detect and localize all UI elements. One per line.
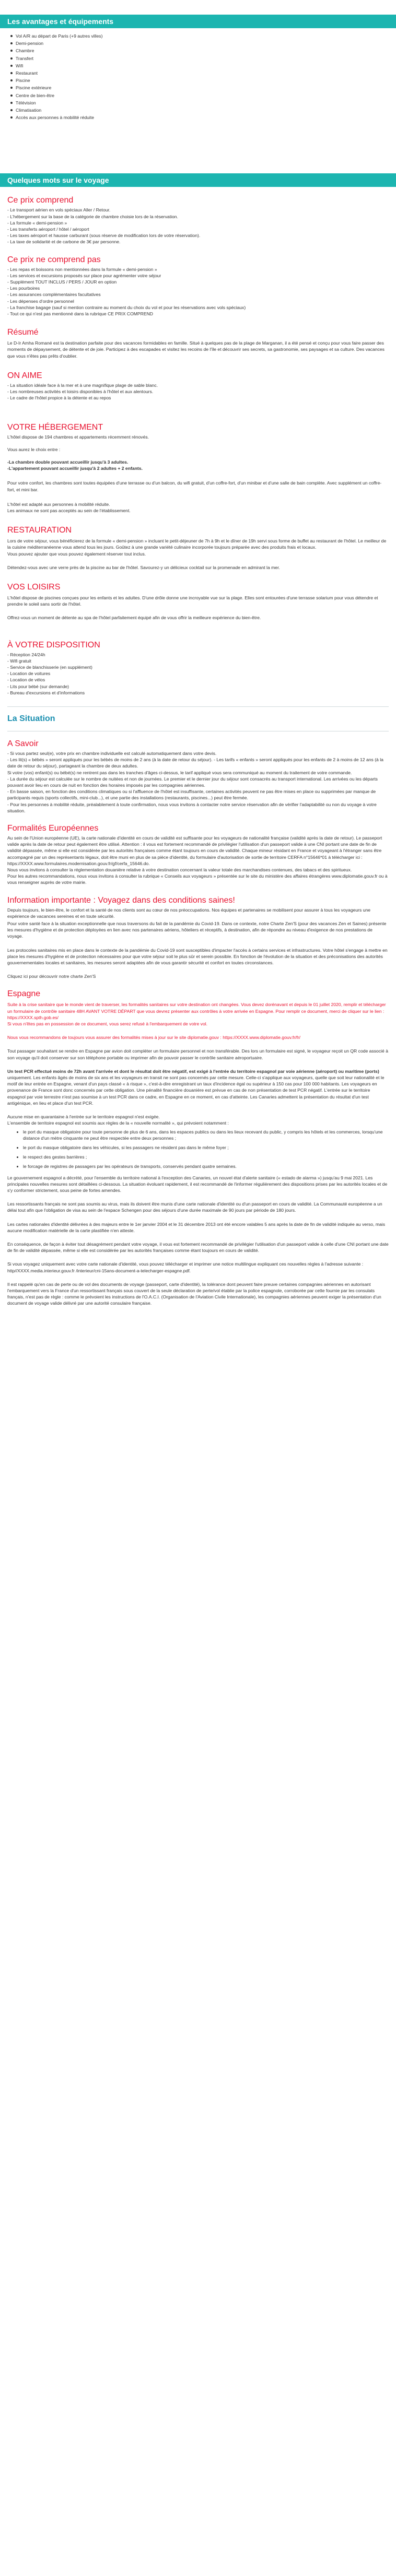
price-excluded-heading: Ce prix ne comprend pas <box>7 255 101 264</box>
hebergement-heading: VOTRE HÉBERGEMENT <box>7 422 103 432</box>
espagne-paragraph-7: Les cartes nationales d'identité délivrées à des majeurs entre le 1er janvier 2004 et le 31 décembre 2013 ont été encore valables 5 ans après la date de fin de validité indiquée au verso, mais aucune modification matérielle de la carte plastifiée n'en atteste. <box>7 1221 386 1233</box>
price-excluded-list <box>7 266 389 317</box>
list-item: Piscine extérieure <box>16 84 396 91</box>
espagne-paragraph-3: Aucune mise en quarantaine à l'entrée sur le territoire espagnol n'est exigée. <box>7 1114 160 1120</box>
list-item: Accès aux personnes à mobilité réduite <box>16 114 396 121</box>
formalites-heading: Formalités Européennes <box>7 824 99 833</box>
info-content <box>0 187 396 1306</box>
espagne-heading: Espagne <box>7 989 41 999</box>
list-item: - Les assurances complémentaires facultatives <box>7 292 101 298</box>
espagne-alert-3: Nous vous recommandons de toujours vous assurer des formalités mises à jour sur le site diplomatie.gouv : https://XXXX.www.diplomatie.gouv.fr/fr/ <box>7 1035 301 1041</box>
espagne-paragraph-8: En conséquence, de façon à éviter tout désagrément pendant votre voyage, il vous est fortement recommandé de privilégier l'utilisation d'un passeport valide à celle d'une CNI portant une date de fin de validité dépassée, même si elle est considérée par les autorités françaises comme étant toujours en cours de validité. <box>7 1241 389 1254</box>
situation-heading: La Situation <box>7 714 55 723</box>
resume-heading: Résumé <box>7 328 39 337</box>
list-item: - Location de vélos <box>7 677 45 683</box>
loisirs-text-2: Offrez-vous un moment de détente au spa de l'hôtel parfaitement équipé afin de vous offrir la meilleure expérience du bien-être. <box>7 615 261 621</box>
list-item: - Le cadre de l'hôtel propice à la détente et au repos <box>7 395 111 401</box>
on-aime-heading: ON AIME <box>7 371 42 380</box>
resume-text: Le D-Ir Amha Romané est la destination parfaite pour des vacances formidables en famille. Situé à quelques pas de la plage de Marganan, il a été pensé et conçu pour vous faire passer des moments de dépaysement, de détente et de joie. Participez à des escapades et visitez les recoins de l'île et découvrir ses secrets, sa gastronomie, ses paysages et sa culture. Des vacances que vous n'êtes pas prêts d'oublier. <box>7 340 385 359</box>
amenities-title: Les avantages et équipements <box>7 17 114 26</box>
list-item: - Les taxes aéroport et hausse carburant (sous réserve de modification lors de votre réservation). <box>7 233 201 239</box>
info-banner <box>0 173 396 187</box>
list-item: • le respect des gestes barrières ; <box>23 1154 389 1160</box>
sante-text <box>7 907 389 980</box>
hebergement-double: -La chambre double pouvant accueillir jusqu'à 3 adultes. <box>7 459 129 465</box>
list-item: - Les transferts aéroport / hôtel / aéroport <box>7 227 89 232</box>
list-item: Vol A/R au départ de Paris (+9 autres villes) <box>16 32 396 40</box>
espagne-paragraph-9: Si vous voyagez uniquement avec votre carte nationale d'identité, vous pouvez télécharger et imprimer une notice multilingue expliquant ces nouvelles règles à l'adresse suivante : http//XXXX.media.interieur.gouv.fr /interieur/cni-15ans-document-a-telecharger-espagne.pdf. <box>7 1261 364 1273</box>
espagne-pcr-bold: Un test PCR effectué moins de 72h avant l'arrivée et dont le résultat doit être négatif, est exigé à l'entrée du territoire espagnol par voie aérienne (aéroport) ou maritime (ports) <box>7 1068 379 1074</box>
list-item: - Tout ce qui n'est pas mentionné dans la rubrique CE PRIX COMPREND <box>7 311 153 317</box>
list-item: - Supplément TOUT INCLUS / PERS / JOUR en option <box>7 279 117 285</box>
restauration-text-3: Détendez-vous avec une verre près de la piscine au bar de l'hôtel. Savourez-y un délicieux cocktail sur la promenade en admirant la mer. <box>7 564 280 570</box>
hebergement-intro: L'hôtel dispose de 194 chambres et appartements récemment rénovés. <box>7 434 149 440</box>
list-item: • le port du masque obligatoire dans les véhicules, si les passagers ne résident pas dans le même foyer ; <box>23 1144 389 1151</box>
sante-paragraph: Depuis toujours, le bien-être, le confort et la santé de nos clients sont au cœur de nos préoccupations. Nos équipes et partenaires se mobilisent pour assurer à tous les voyageurs une expérience de vacances sereines et en toute sécurité. <box>7 907 371 919</box>
formalites-paragraph: Nous vous invitons à consulter la réglementation douanière relative à votre destination concernant la valeur totale des marchandises contenues, des tabacs et des spiritueux. <box>7 867 352 873</box>
espagne-paragraph-10: Il est rappelé qu'en cas de perte ou de vol des documents de voyage (passeport, carte d'identité), la tolérance dont peuvent faire preuve certaines compagnies aériennes en autorisant l'embarquement vers la France d'un ressortissant français sous couvert de la seule déclaration de perte/vol établie par la police espagnole, corroborée par cette fournie par les consulats français, n'est pas de règle : comme le prévoient les instructions de l'O.A.C.I. (Organisation de l'Aviation Civile Internationale), les compagnies aériennes peuvent exiger la présentation d'un document de voyage valide délivré par une autorité consulaire française. <box>7 1281 381 1306</box>
restauration-heading: RESTAURATION <box>7 526 72 535</box>
on-aime-list <box>7 382 389 401</box>
formalites-paragraph: Au sein de l'Union européenne (UE), la carte nationale d'identité en cours de validité est suffisante pour les voyageurs de nationalité française (validité après la date de retour). Le passeport valide après la date de retour peut également être utilisé. Attention : il vous est fortement recommandé de privilégier l'utilisation d'un passeport valide à une CNI portant une date de fin de validité dépassée, même si elle est considérée par les autorités françaises comme étant toujours en cours de validité. Chaque mineur résidant en France et voyageant à l'étranger sans être accompagné par un des représentants légaux, doit être muni en plus de sa pièce d'identité, du formulaire d'autorisation de sortie de territoire CERFA n°15646*01 à télécharger ici : https://XXXX.www.formulaires.modernisation.gouv.fr/gf/cerfa_15646.do. <box>7 835 382 866</box>
disposition-heading: À VOTRE DISPOSITION <box>7 640 100 649</box>
restauration-text-1: Lors de votre séjour, vous bénéficierez de la formule « demi-pension » incluant le petit-déjeuner de 7h à 9h et le dîner de 19h servi sous forme de buffet au restaurant de l'hôtel. Le meilleur de la cuisine méditerranéenne vous attend tous les jours. Goûtez à une grande variété culinaire incorporée toujours préparée avec des produits frais et locaux. <box>7 538 387 550</box>
espagne-paragraph-5: Le gouvernement espagnol a décrété, pour l'ensemble du territoire national à l'exception des Canaries, un nouvel état d'alerte sanitaire (« estado de alarma ») jusqu'au 9 mai 2021. Les principales nouvelles mesures sont détaillées ci-dessous. La situation évoluant rapidement, il est recommandé de l'informer régulièrement des dispositions prises par les autorités locales et de s'y conformer strictement, sous peine de fortes amendes. <box>7 1175 388 1193</box>
divider <box>7 706 389 707</box>
a-savoir-list <box>7 750 389 814</box>
list-item: • le forcage de registres de passagers par les opérateurs de transports, conservés pendant quatre semaines. <box>23 1163 389 1169</box>
loisirs-heading: VOS LOISIRS <box>7 582 61 592</box>
hebergement-pmr: L'hôtel est adapté aux personnes à mobilité réduite. <box>7 501 110 507</box>
price-included-heading: Ce prix comprend <box>7 196 74 205</box>
list-item: - L'hébergement sur la base de la catégorie de chambre choisie lors de la réservation. <box>7 214 178 219</box>
list-item: - La situation idéale face à la mer et à une magnifique plage de sable blanc. <box>7 382 158 388</box>
espagne-rules-list <box>7 1129 389 1169</box>
list-item: - Wifi gratuit <box>7 658 31 664</box>
list-item: - Bureau d'excursions et d'informations <box>7 690 85 695</box>
amenities-list <box>0 32 396 121</box>
list-item: - La durée du séjour est calculée sur le nombre de nuitées et non de journées. Le premier et le dernier jour du séjour sont consacrés au transport international. Les arrivées ou les départs pouvant avoir lieu en cours de nuit en fonction des horaires imposés par les compagnies aériennes. <box>7 776 378 788</box>
espagne-paragraph-4: L'ensemble de territoire espagnol est soumis aux règles de la « nouvelle normalité », qui prévoient notamment : <box>7 1120 229 1126</box>
amenities-banner <box>0 15 396 28</box>
a-savoir-heading: A Savoir <box>7 739 39 748</box>
list-item: - Les repas et boissons non mentionnées dans la formule « demi-pension » <box>7 266 157 272</box>
sante-heading: Information importante : Voyagez dans des conditions saines! <box>7 895 235 905</box>
restauration-text-2: Vous pouvez ajouter que vous pouvez également réserver tout inclus. <box>7 551 146 557</box>
info-title: Quelques mots sur le voyage <box>7 176 109 185</box>
list-item: - Les pourboires <box>7 286 40 291</box>
list-item: - Location de voitures <box>7 671 51 677</box>
sante-paragraph: Les protocoles sanitaires mis en place dans le contexte de la pandémie du Covid-19 sont susceptibles d'impacter l'accès à certains services et infrastructures. Votre hôtel s'engage à mettre en place les mesures d'hygiène et de protection nécessaires pour que votre séjour soit le plus sûr et serein possible. En fonction de l'évolution de la situation et des préconisations des autorités gouvernementales locales et sanitaires, les mesures seront adaptées afin de vous garantir sécurité et confort en toutes circonstances. <box>7 947 388 966</box>
list-item: Si votre (vos) enfant(s) ou bébé(s) ne rentrent pas dans les tranches d'âges ci-dessus, le tarif appliqué vous sera communiqué au moment du traitement de votre commande. <box>7 770 352 775</box>
list-item: - Réception 24/24h <box>7 652 45 657</box>
list-item: Transfert <box>16 55 396 62</box>
hebergement-apartment: -L'appartement pouvant accueillir jusqu'à 2 adultes + 2 enfants. <box>7 466 143 471</box>
list-item: Wifi <box>16 62 396 69</box>
espagne-paragraph-2 <box>7 1068 389 1106</box>
list-item: - Le transport aérien en vols spéciaux Aller / Retour. <box>7 207 111 213</box>
list-item: Télévision <box>16 99 396 107</box>
hebergement-comfort: Pour votre confort, les chambres sont toutes équipées d'une terrasse ou d'un balcon, du wifi gratuit, d'un coffre-fort, d'un minibar et d'une salle de bain complète. Avec supplément un coffre-fort, et mini bar. <box>7 480 382 492</box>
list-item: - Les nombreuses activités et loisirs disponibles à l'hôtel et aux alentours. <box>7 389 154 395</box>
list-item: - Les lit(s) « bébés » seront appliqués pour les bébés de moins de 2 ans (à la date de retour du séjour). - Les tarifs « enfants » seront appliqués pour les enfants de 2 à moins de 12 ans (à la date de retour du séjour), partageant la chambre de deux adultes. <box>7 757 383 769</box>
list-item: Centre de bien-être <box>16 92 396 99</box>
formalites-text <box>7 835 389 886</box>
list-item: - Service de blanchisserie (en supplément) <box>7 664 92 670</box>
formalites-paragraph: Pour les autres recommandations, nous vous invitons à consulter la rubrique « Conseils aux voyageurs » présentée sur le site du ministère des affaires étrangères www.diplomatie.gouv.fr ou à vous renseigner auprès de votre mairie. <box>7 873 388 885</box>
list-item: - Pour les personnes à mobilité réduite, préalablement à toute confirmation, nous vous invitons à contacter notre service réservation afin de vérifier l'adaptabilité ou non du voyage à votre situation. <box>7 801 377 813</box>
list-item: Chambre <box>16 47 396 54</box>
list-item: - La formule « demi-pension » <box>7 220 67 226</box>
sante-paragraph: Cliquez ici pour découvrir notre charte Zen'S <box>7 974 96 979</box>
espagne-alert-2: Si vous n'êtes pas en possession de ce document, vous serez refusé à l'embarquement de votre vol. <box>7 1021 208 1027</box>
list-item: Restaurant <box>16 69 396 77</box>
list-item: Demi-pension <box>16 40 396 47</box>
espagne-paragraph-1: Tout passager souhaitant se rendre en Espagne par avion doit compléter un formulaire personnel et non transférable. Des lors un formulaire est signé, le voyageur reçoit un QR code associé à son voyage qu'il doit conserver sur son téléphone portable ou imprimer afin de pouvoir passer le contrôle sanitaire aéroportuaire. <box>7 1048 388 1060</box>
espagne-pcr-text: uniquement. Les enfants âgés de moins de six ans et les voyageurs en transit ne sont pas concernés par cette mesure. Celle-ci s'applique aux voyageurs, quelle que soit leur nationalité et le motif de leur entrée en Espagne, venant d'un pays classé « à risque », c'est-à-dire enregistrant un taux d'incidence égal ou supérieur à 150 cas pour 100 000 habitants. Les voyageurs en provenance de France sont donc concernés par cette obligation. Une pénalité financière douanière est prévue en cas de non présentation de test PCR négatif. L'entrée sur le territoire espagnol par voie terrestre n'est pas soumise à un test PCR dans ce cadre, en Espagne en ce moment, en cas d'atteinte. Les Canaries admettent la présentation du résultat d'un test antigénique, en lieu et place d'un test PCR. <box>7 1075 385 1106</box>
price-included-list <box>7 207 389 245</box>
list-item: Climatisation <box>16 107 396 114</box>
espagne-alert-1: Suite à la crise sanitaire que le monde vient de traverser, les formalités sanitaires sur votre destination ont changées. Vous devez dorénavant et depuis le 01 juillet 2020, remplir et télécharger un formulaire de contrôle sanitaire 48H AVANT VOTRE DÉPART que vous devrez présenter aux contrôles à votre arrivée en Espagne. Pour remplir ce document, merci de cliquer sur le lien : https://XXXX.spth.gob.es/ <box>7 1002 386 1020</box>
disposition-list <box>7 652 389 696</box>
list-item: - Lits pour bébé (sur demande) <box>7 683 69 689</box>
list-item: • le port du masque obligatoire pour toute personne de plus de 6 ans, dans les espaces publics ou dans les lieux recevant du public, y compris les hôtels et les commerces, lorsqu'une distance d'un mètre cinquante ne peut être respectée entre deux personnes ; <box>23 1129 389 1141</box>
hebergement-animals: Les animaux ne sont pas acceptés au sein de l'établissement. <box>7 507 131 513</box>
loisirs-text-1: L'hôtel dispose de piscines conçues pour les enfants et les adultes. D'une drôle donne une incroyable vue sur la plage. Elles sont entourées d'une terrasse solarium pour vous détendre et prendre le soleil sans sortir de l'hôtel. <box>7 595 378 607</box>
list-item: - En basse saison, en fonction des conditions climatiques ou si l'affluence de l'hôtel est insuffisante, certaines activités peuvent ne pas être mises en place ou supprimées par manque de participants requis (sports collectifs, mini-club...), et une partie des installations (restaurants, piscines...) peut être fermée. <box>7 789 376 801</box>
list-item: Piscine <box>16 77 396 84</box>
espagne-paragraph-6: Les ressortissants français ne sont pas soumis au virus, mais ils doivent être munis d'une carte nationale d'identité ou d'un passeport en cours de validité. La Communauté européenne a un délai tout afin que l'obligation de visa au sein de l'espace Schengen pour des séjours d'une durée maximale de 90 jours par période de 180 jours. <box>7 1201 382 1213</box>
list-item: - Les dépenses d'ordre personnel <box>7 298 74 304</box>
sante-paragraph: Pour votre santé face à la situation exceptionnelle que nous traversons du fait de la pandémie du Covid-19. Dans ce contexte, notre Charte Zen'S (pour des vacances Zen et Saines) présente les mesures d'hygiène et de protection déployées en lien avec nos partenaires aériens, hôteliers et réceptifs, à destination, afin de répondre au niveau d'exigence de nos prestations de voyage. <box>7 921 387 939</box>
list-item: - La taxe de solidarité et de carbone de 3€ par personne. <box>7 239 121 245</box>
list-item: - Les services et excursions proposés sur place pour agrémenter votre séjour <box>7 273 161 278</box>
list-item: - Si vous partez seul(e), votre prix en chambre individuelle est calculé automatiquement dans votre devis. <box>7 750 217 756</box>
hebergement-choice: Vous aurez le choix entre : <box>7 446 61 452</box>
list-item: - La franchise bagage (sauf si mention contraire au moment du choix du vol et pour les réservations avec vols spéciaux) <box>7 304 246 310</box>
